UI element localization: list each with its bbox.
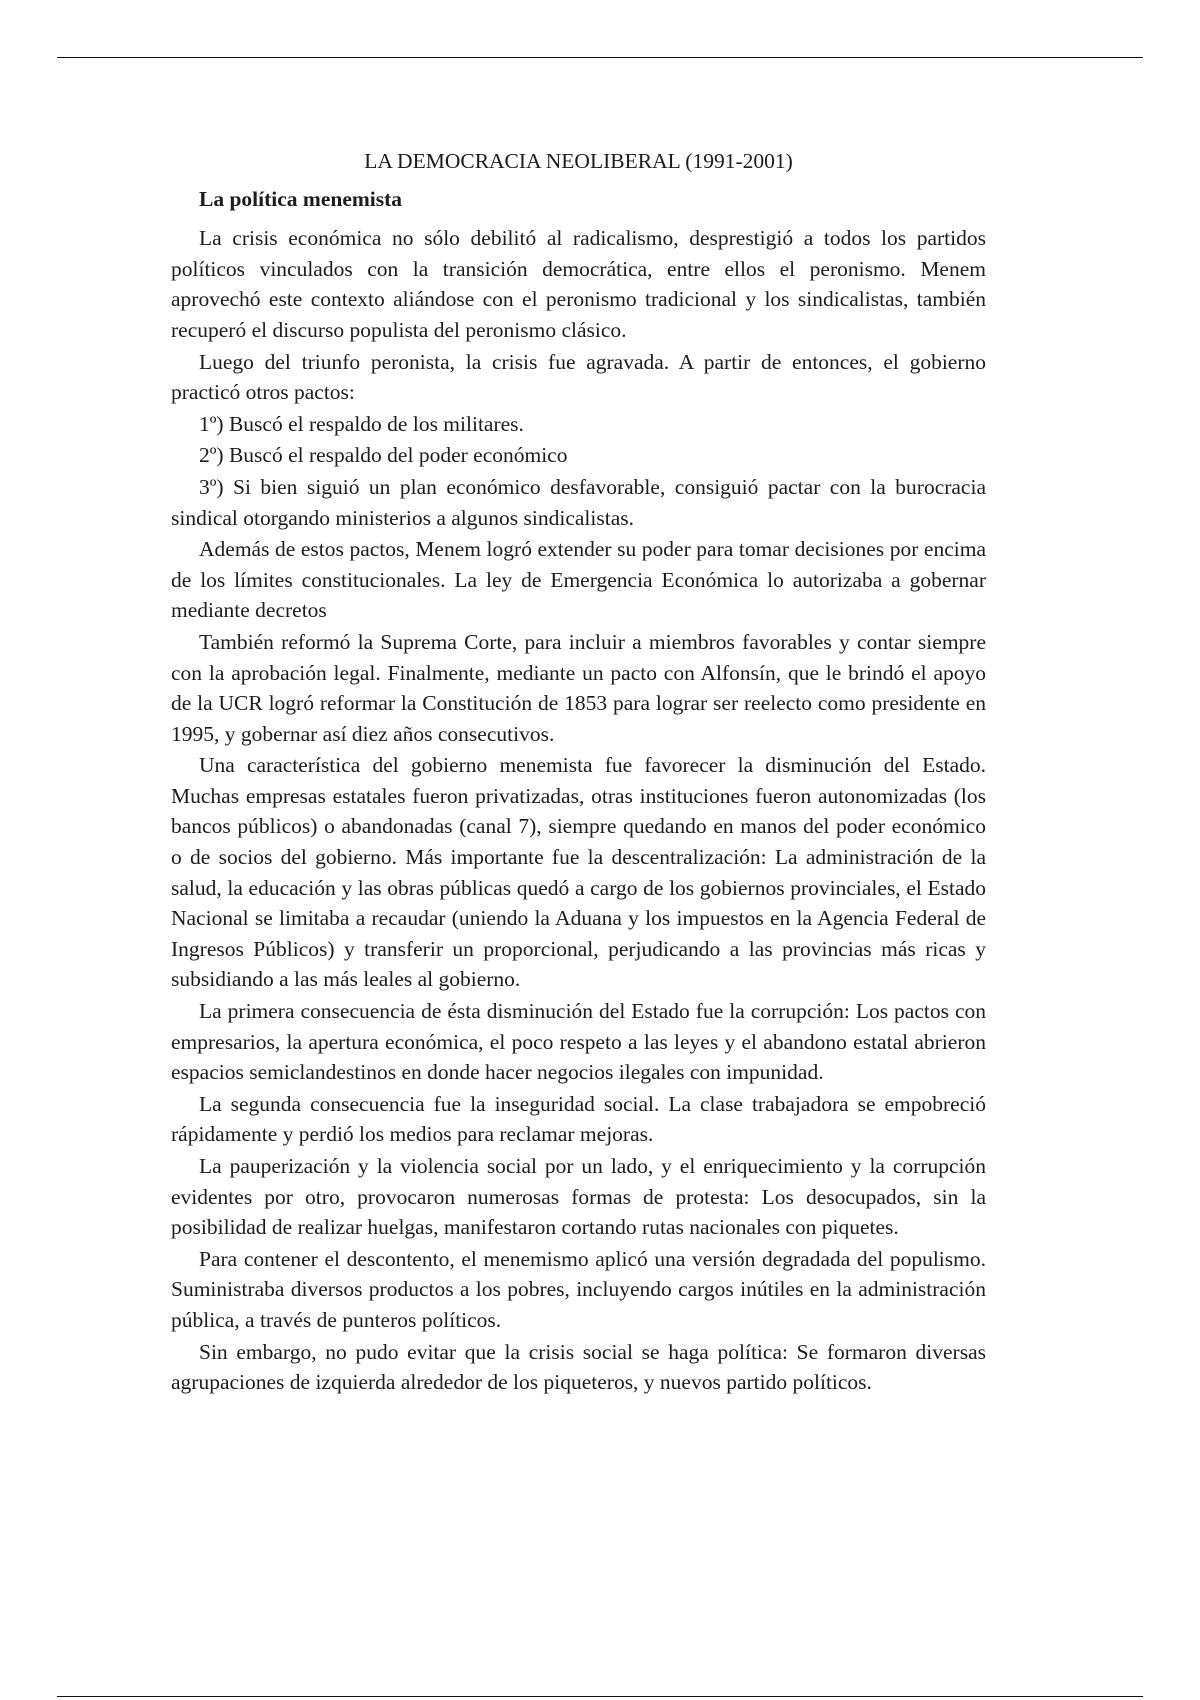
footer-rule — [57, 1696, 1143, 1697]
paragraph-corruption: La primera consecuencia de ésta disminución del Estado fue la corrupción: Los pactos con empresarios, la apertura económica, el poco respeto a las leyes y el abandono estatal abrieron espacios semiclandestinos en donde hacer negocios ilegales con impunidad. — [171, 999, 986, 1085]
paragraph-pacts-intro: Luego del triunfo peronista, la crisis fue agravada. A partir de entonces, el gobierno practicó otros pactos: — [171, 349, 986, 405]
paragraph-state-reduction: Una característica del gobierno menemista fue favorecer la disminución del Estado. Muchas empresas estatales fueron privatizadas, otras instituciones fueron autonomizadas (los bancos públicos) o abandonadas (canal 7), siempre quedando en manos del poder económico o de socios del gobierno. Más importante fue la descentralización: La administración de la salud, la educación y las obras públicas quedó a cargo de los gobiernos provinciales, el Estado Nacional se limitaba a recaudar (uniendo la Aduana y los impuestos en la Agencia Federal de Ingresos Públicos) y transferir un proporcional, perjudicando a las provincias más ricas y subsidiando a las más leales al gobierno. — [171, 753, 986, 992]
paragraph-conclusion: Sin embargo, no pudo evitar que la crisis social se haga política: Se formaron diversas agrupaciones de izquierda alrededor de los piqueteros, y nuevos partido políticos. — [171, 1339, 986, 1395]
paragraph-crisis: La crisis económica no sólo debilitó al radicalismo, desprestigió a todos los partidos políticos vinculados con la transición democrática, entre ellos el peronismo. Menem aprovechó este contexto aliándose con el peronismo tradicional y los sindicalistas, también recuperó el discurso populista del peronismo clásico. — [171, 226, 986, 342]
paragraph-insecurity: La segunda consecuencia fue la inseguridad social. La clase trabajadora se empobreció rápidamente y perdió los medios para reclamar mejoras. — [171, 1091, 986, 1147]
paragraph-power: Además de estos pactos, Menem logró extender su poder para tomar decisiones por encima de los límites constitucionales. La ley de Emergencia Económica lo autorizaba a gobernar mediante decretos — [171, 537, 986, 623]
page-title: LA DEMOCRACIA NEOLIBERAL (1991-2001) — [364, 149, 793, 173]
list-item-pact-3: 3º) Si bien siguió un plan económico desfavorable, consiguió pactar con la burocracia sindical otorgando ministerios a algunos sindicalistas. — [171, 474, 986, 530]
section-heading: La política menemista — [199, 186, 403, 211]
header-rule — [57, 57, 1143, 58]
paragraph-court-reform: También reformó la Suprema Corte, para incluir a miembros favorables y contar siempre con la aprobación legal. Finalmente, mediante un pacto con Alfonsín, que le brindó el apoyo de la UCR logró reformar la Constitución de 1853 para lograr ser reelecto como presidente en 1995, y gobernar así diez años consecutivos. — [171, 629, 986, 746]
paragraph-protest: La pauperización y la violencia social por un lado, y el enriquecimiento y la corrupción evidentes por otro, provocaron numerosas formas de protesta: Los desocupados, sin la posibilidad de realizar huelgas, manifestaron cortando rutas nacionales con piquetes. — [171, 1154, 986, 1240]
document-body — [171, 146, 986, 1399]
paragraph-populism: Para contener el descontento, el menemismo aplicó una versión degradada del populismo. Suministraba diversos productos a los pobres, incluyendo cargos inútiles en la administración pública, a través de punteros políticos. — [171, 1246, 986, 1332]
list-item-pact-2: 2º) Buscó el respaldo del poder económico — [199, 443, 568, 468]
list-item-pact-1: 1º) Buscó el respaldo de los militares. — [199, 411, 524, 436]
